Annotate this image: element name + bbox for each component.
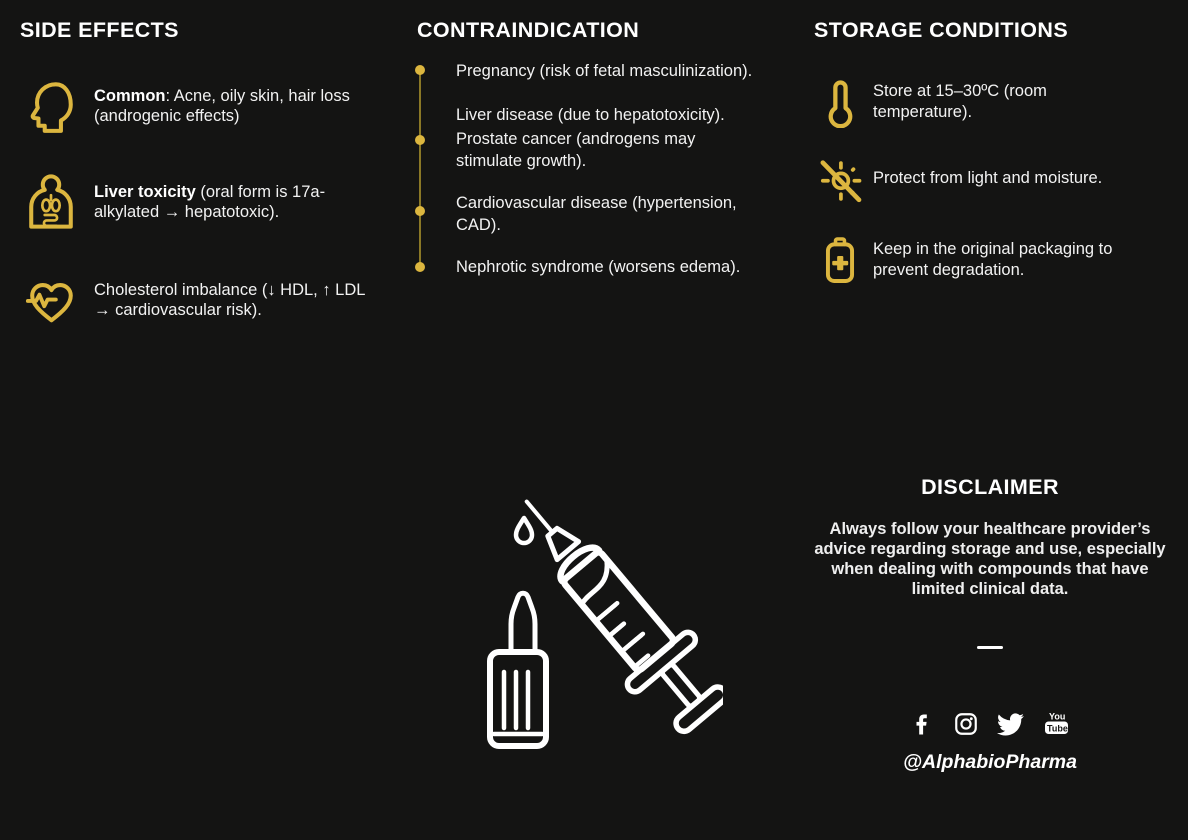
head-profile-icon	[24, 78, 78, 134]
social-links	[810, 710, 1170, 738]
heart-pulse-icon	[24, 272, 78, 328]
twitter-icon[interactable]	[997, 711, 1024, 738]
youtube-icon[interactable]	[1042, 710, 1070, 738]
side-effect-text-rest: Cholesterol imbalance (↓ HDL, ↑ LDL → cardiovascular risk).	[94, 281, 365, 319]
side-effect-text-lead: Common	[94, 87, 166, 105]
disclaimer-text: Always follow your healthcare provider’s advice regarding storage and use, especially when dealing with compounds that have limited clinical data.	[814, 520, 1166, 598]
side-effect-text	[94, 280, 366, 320]
storage-conditions-title: STORAGE CONDITIONS	[814, 18, 1069, 42]
storage-item-text: Store at 15–30ºC (room temperature).	[873, 82, 1047, 121]
side-effect-text	[94, 86, 366, 126]
contraindication-item: Prostate cancer (androgens may stimulate growth).	[456, 130, 696, 170]
svg-text:Tube: Tube	[1046, 723, 1068, 734]
contraindication-section	[408, 17, 798, 276]
disclaimer-title: DISCLAIMER	[921, 475, 1059, 499]
side-effect-text-lead: Liver toxicity	[94, 183, 196, 201]
storage-item-temperature	[814, 76, 1135, 128]
side-effects-title: SIDE EFFECTS	[20, 18, 179, 42]
timeline-line	[419, 70, 421, 267]
storage-item-text: Keep in the original packaging to prevent degradation.	[873, 240, 1113, 279]
contraindication-item: Pregnancy (risk of fetal masculinization).	[456, 62, 753, 80]
side-effect-text-rest: (oral form is 17a-alkylated → hepatotoxic).	[94, 183, 326, 221]
timeline-dot	[415, 206, 425, 216]
facebook-icon[interactable]	[911, 711, 935, 737]
storage-item-text: Protect from light and moisture.	[873, 168, 1103, 187]
timeline-dot	[415, 262, 425, 272]
body-organs-icon	[24, 174, 78, 230]
side-effect-text	[94, 182, 366, 222]
medicine-bottle-icon	[814, 234, 866, 286]
social-handle: @AlphabioPharma	[903, 751, 1077, 773]
contraindication-title: CONTRAINDICATION	[417, 18, 640, 42]
side-effect-item-common	[24, 78, 366, 134]
side-effects-section	[20, 17, 392, 319]
syringe-ampoule-illustration	[478, 488, 723, 778]
instagram-icon[interactable]	[953, 711, 979, 737]
divider-dash	[977, 646, 1003, 649]
timeline-dot	[415, 135, 425, 145]
side-effect-item-cholesterol	[24, 272, 366, 328]
no-sunlight-icon	[814, 152, 866, 204]
contraindication-item: Liver disease (due to hepatotoxicity).	[456, 106, 725, 124]
side-effect-text-rest: : Acne, oily skin, hair loss (androgenic effects)	[94, 87, 350, 125]
storage-item-packaging	[814, 234, 1135, 286]
svg-text:You: You	[1048, 711, 1065, 722]
thermometer-icon	[814, 76, 866, 128]
storage-item-light	[814, 152, 1135, 204]
contraindication-item: Nephrotic syndrome (worsens edema).	[456, 258, 741, 276]
storage-conditions-section	[814, 17, 1180, 279]
timeline-dot	[415, 65, 425, 75]
contraindication-item: Cardiovascular disease (hypertension, CAD).	[456, 194, 737, 234]
side-effect-item-liver	[24, 174, 366, 230]
